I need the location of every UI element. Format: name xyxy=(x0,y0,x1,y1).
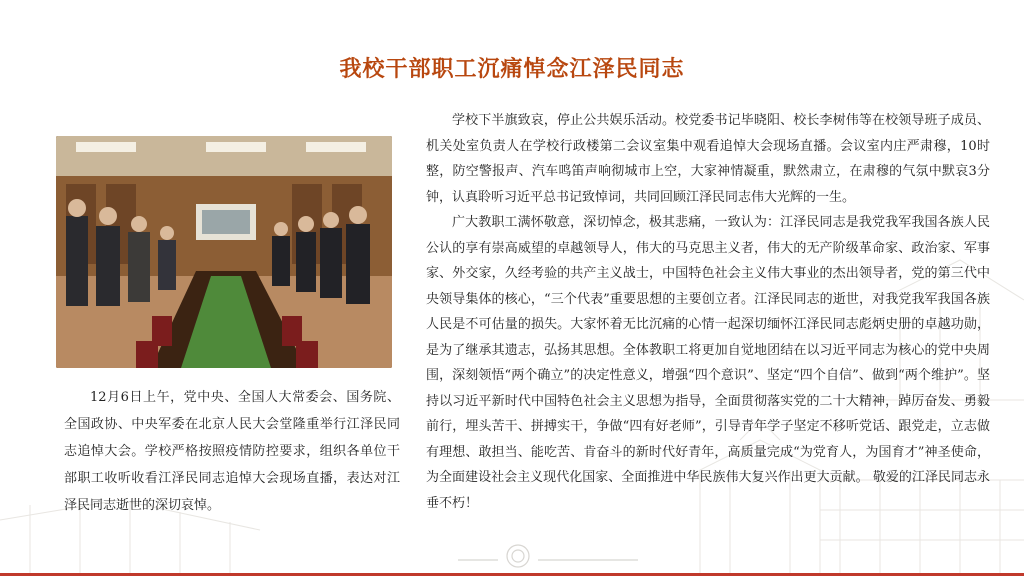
school-logo-watermark xyxy=(448,540,648,570)
right-article xyxy=(426,108,990,516)
right-paragraph-2: 广大教职工满怀敬意，深切悼念，极其悲痛，一致认为：江泽民同志是我党我军我国各族人民公认的享有崇高威望的卓越领导人，伟大的马克思主义者，伟大的无产阶级革命家、政治家、军事家、外交家，久经考验的共产主义战士，中国特色社会主义伟大事业的杰出领导者，党的第三代中央领导集体的核心，“三个代表”重要思想的主要创立者。江泽民同志的逝世，对我党我军我国各族人民是不可估量的损失。大家怀着无比沉痛的心情一起深切缅怀江泽民同志彪炳史册的卓越功勋，是为了继承其遗志，弘扬其思想。全体教职工将更加自觉地团结在以习近平同志为核心的党中央周围，深刻领悟“两个确立”的决定性意义，增强“四个意识”、坚定“四个自信”、做到“两个维护”。坚持以习近平新时代中国特色社会主义思想为指导，全面贯彻落实党的二十大精神，踔厉奋发、勇毅前行，埋头苦干、拼搏实干，争做“四有好老师”，引导青年学子坚定不移听党话、跟党走，立志做有理想、敢担当、能吃苦、肯奋斗的新时代好青年，高质量完成“为党育人，为国育才”神圣使命，为全面建设社会主义现代化国家、全面推进中华民族伟大复兴作出更大贡献。 敬爱的江泽民同志永垂不朽！ xyxy=(426,215,990,511)
right-paragraph-1: 学校下半旗致哀，停止公共娱乐活动。校党委书记毕晓阳、校长李树伟等在校领导班子成员、机关处室负责人在学校行政楼第二会议室集中观看追悼大会现场直播。会议室内庄严肃穆，10时整，防空警报声、汽车鸣笛声响彻城市上空，大家神情凝重，默然肃立，在肃穆的气氛中默哀3分钟，认真聆听习近平总书记致悼词，共同回顾江泽民同志伟大光辉的一生。 xyxy=(426,113,990,205)
left-paragraph: 12月6日上午，党中央、全国人大常委会、国务院、全国政协、中央军委在北京人民大会堂隆重举行江泽民同志追悼大会。学校严格按照疫情防控要求，组织各单位干部职工收听收看江泽民同志追悼大会现场直播，表达对江泽民同志逝世的深切哀悼。 xyxy=(64,390,400,513)
meeting-photo xyxy=(56,136,392,368)
page-title: 我校干部职工沉痛悼念江泽民同志 xyxy=(339,57,685,82)
